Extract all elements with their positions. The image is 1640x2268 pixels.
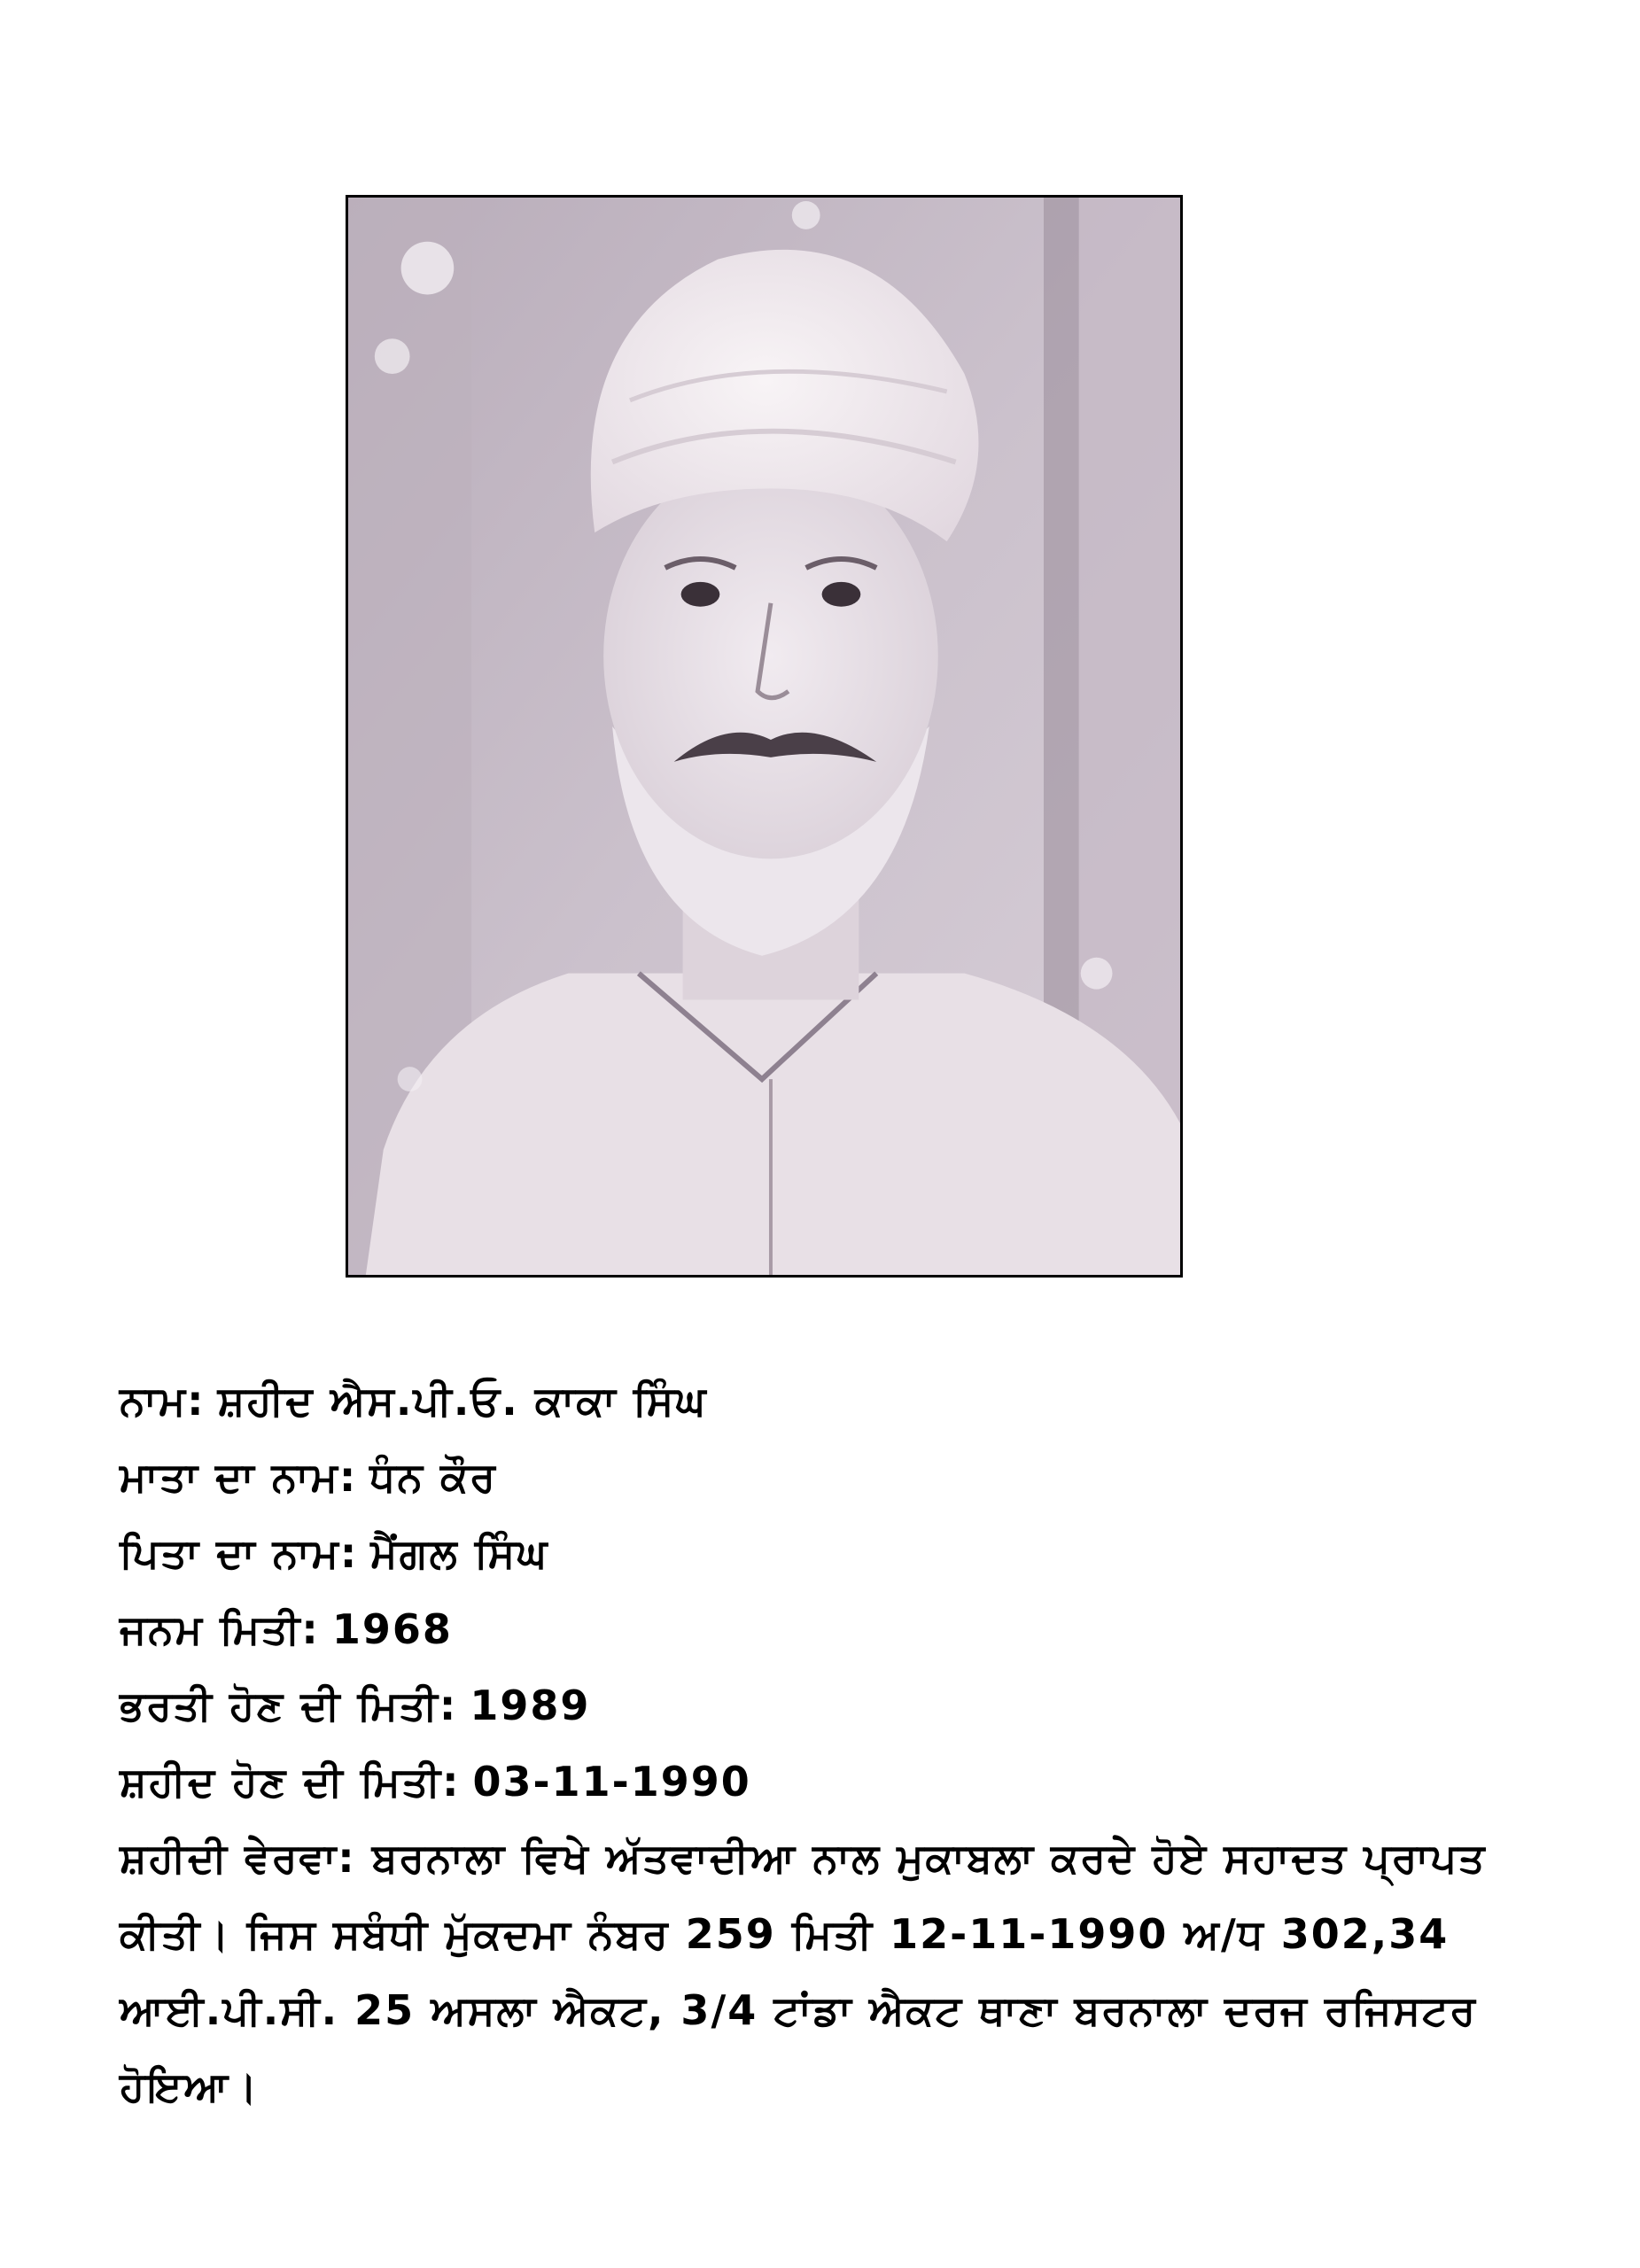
- martyr-label: ਸ਼ਹੀਦ ਹੋਣ ਦੀ ਮਿਤੀ:: [120, 1758, 461, 1806]
- name-row: [120, 1363, 1573, 1439]
- martyr-row: [120, 1744, 1573, 1820]
- mother-label: ਮਾਤਾ ਦਾ ਨਾਮ:: [120, 1453, 358, 1501]
- father-label: ਪਿਤਾ ਦਾ ਨਾਮ:: [120, 1529, 359, 1577]
- name-label: ਨਾਮ:: [120, 1377, 206, 1425]
- birth-label: ਜਨਮ ਮਿਤੀ:: [120, 1605, 320, 1653]
- mother-row: [120, 1439, 1573, 1515]
- martyr-value: 03-11-1990: [472, 1758, 751, 1806]
- mother-value: ਧੰਨ ਕੌਰ: [369, 1453, 497, 1501]
- birth-row: [120, 1591, 1573, 1667]
- father-row: [120, 1515, 1573, 1591]
- name-value: ਸ਼ਹੀਦ ਐਸ.ਪੀ.ਓ. ਕਾਕਾ ਸਿੰਘ: [217, 1377, 708, 1425]
- record-details: [120, 1363, 1573, 2124]
- birth-value: 1968: [331, 1605, 453, 1653]
- recruit-value: 1989: [470, 1682, 591, 1729]
- recruit-row: [120, 1667, 1573, 1744]
- details-row: [120, 1820, 1573, 2124]
- father-value: ਮੈਂਗਲ ਸਿੰਘ: [370, 1529, 549, 1577]
- details-value: ਬਰਨਾਲਾ ਵਿਖੇ ਅੱਤਵਾਦੀਆ ਨਾਲ ਮੁਕਾਬਲਾ ਕਰਦੇ ਹੋਏ ਸਹਾਦਤ ਪ੍ਰਾਪਤ ਕੀਤੀ। ਜਿਸ ਸਬੰਧੀ ਮੁੱਕਦਮਾ ਨੰਬਰ 259 ਮਿਤੀ 12-11-1990 ਅ/ਧ 302,34 ਆਈ.ਪੀ.ਸੀ. 25 ਅਸਲਾ ਐਕਟ, 3/4 ਟਾਂਡਾ ਐਕਟ ਥਾਣਾ ਬਰਨਾਲਾ ਦਰਜ ਰਜਿਸਟਰ ਹੋਇਆ।: [120, 1834, 1487, 2110]
- details-label: ਸ਼ਹੀਦੀ ਵੇਰਵਾ:: [120, 1834, 356, 1882]
- recruit-label: ਭਰਤੀ ਹੋਣ ਦੀ ਮਿਤੀ:: [120, 1682, 458, 1729]
- portrait-image: [348, 198, 1180, 1275]
- portrait-photo: [346, 195, 1183, 1278]
